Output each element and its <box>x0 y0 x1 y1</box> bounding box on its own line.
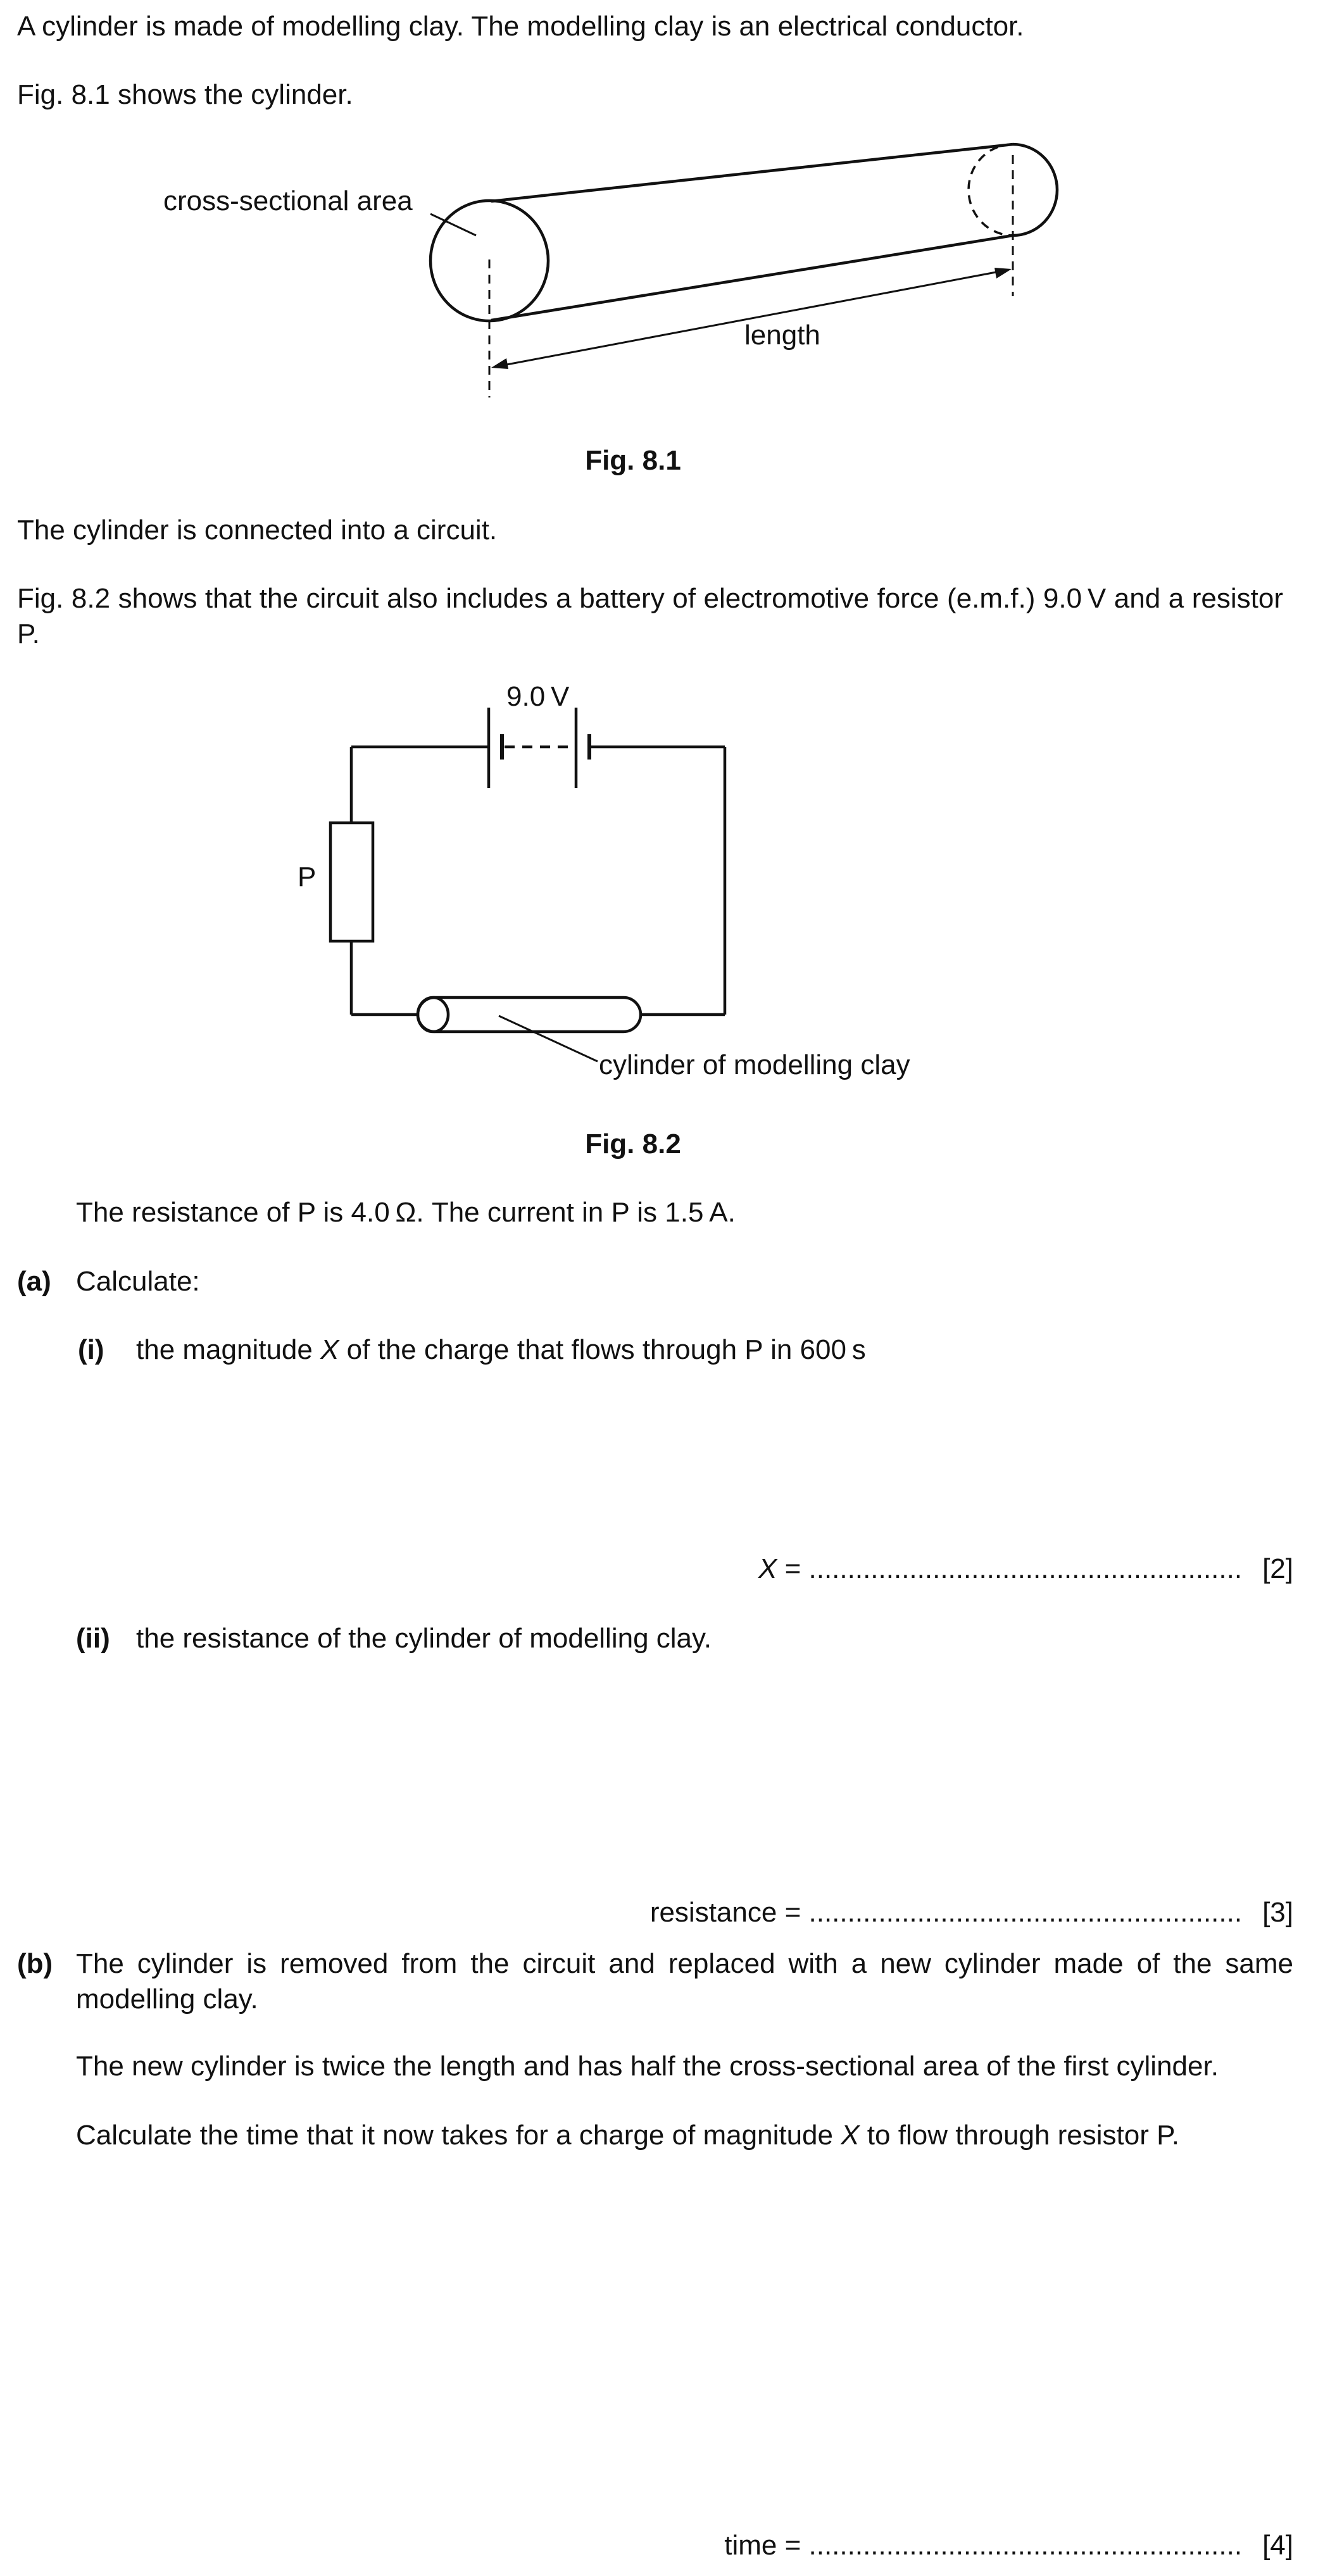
variable-x: X <box>841 2120 860 2151</box>
marks-b: [4] <box>1262 2530 1293 2561</box>
part-a-ii-label: (ii) <box>76 1623 110 1654</box>
answer-line-x: X = ........................................................ [2] <box>758 1553 1293 1584</box>
circuit-line-1: The cylinder is connected into a circuit. <box>17 515 498 546</box>
clay-cylinder-end <box>418 997 448 1032</box>
part-a-ii-text: the resistance of the cylinder of modelling clay. <box>136 1623 712 1654</box>
variable-x: X <box>320 1334 339 1365</box>
resistor-p <box>330 823 373 941</box>
figure-8-2-circuit <box>0 0 1330 1139</box>
cylinder-leader-line <box>499 1016 598 1061</box>
clay-cylinder-body <box>418 997 641 1032</box>
part-b-para-3: Calculate the time that it now takes for a charge of magnitude X to flow through resistor P. <box>76 2120 1180 2151</box>
part-a-text: Calculate: <box>76 1266 200 1297</box>
fig-8-1-caption: Fig. 8.1 <box>585 445 681 476</box>
part-b-para-1: The cylinder is removed from the circuit and replaced with a new cylinder made of the same modelling clay. <box>76 1948 1293 2015</box>
intro-line-1: A cylinder is made of modelling clay. The modelling clay is an electrical conductor. <box>17 11 1024 42</box>
marks-a-i: [2] <box>1262 1553 1293 1584</box>
length-label: length <box>744 320 820 351</box>
answer-dots-time[interactable]: ........................................................ <box>808 2530 1243 2561</box>
marks-a-ii: [3] <box>1262 1897 1293 1928</box>
intro-line-2: Fig. 8.1 shows the cylinder. <box>17 79 353 110</box>
part-b-label: (b) <box>17 1948 53 1979</box>
part-a-label: (a) <box>17 1266 51 1297</box>
cylinder-of-modelling-clay-label: cylinder of modelling clay <box>599 1049 910 1080</box>
circuit-line-2: Fig. 8.2 shows that the circuit also includes a battery of electromotive force (e.m.f.) 9.0 V and a resistor P. <box>17 583 1283 649</box>
fig-8-2-caption: Fig. 8.2 <box>585 1129 681 1160</box>
answer-dots-resistance[interactable]: ........................................................ <box>808 1897 1243 1928</box>
part-b-para-2: The new cylinder is twice the length and has half the cross-sectional area of the first cylinder. <box>76 2051 1219 2082</box>
given-values: The resistance of P is 4.0 Ω. The current in P is 1.5 A. <box>76 1197 736 1228</box>
emf-label: 9.0 V <box>506 681 570 712</box>
part-a-i-text: the magnitude X of the charge that flows through P in 600 s <box>136 1334 866 1365</box>
resistor-p-label: P <box>298 861 317 892</box>
cross-sectional-area-label: cross-sectional area <box>163 185 413 216</box>
answer-line-time: time = ........................................................ [4] <box>724 2530 1293 2561</box>
answer-line-resistance: resistance = ........................................................ [3] <box>649 1897 1293 1928</box>
part-a-i-label: (i) <box>78 1334 104 1365</box>
answer-dots-x[interactable]: ........................................................ <box>808 1553 1243 1584</box>
